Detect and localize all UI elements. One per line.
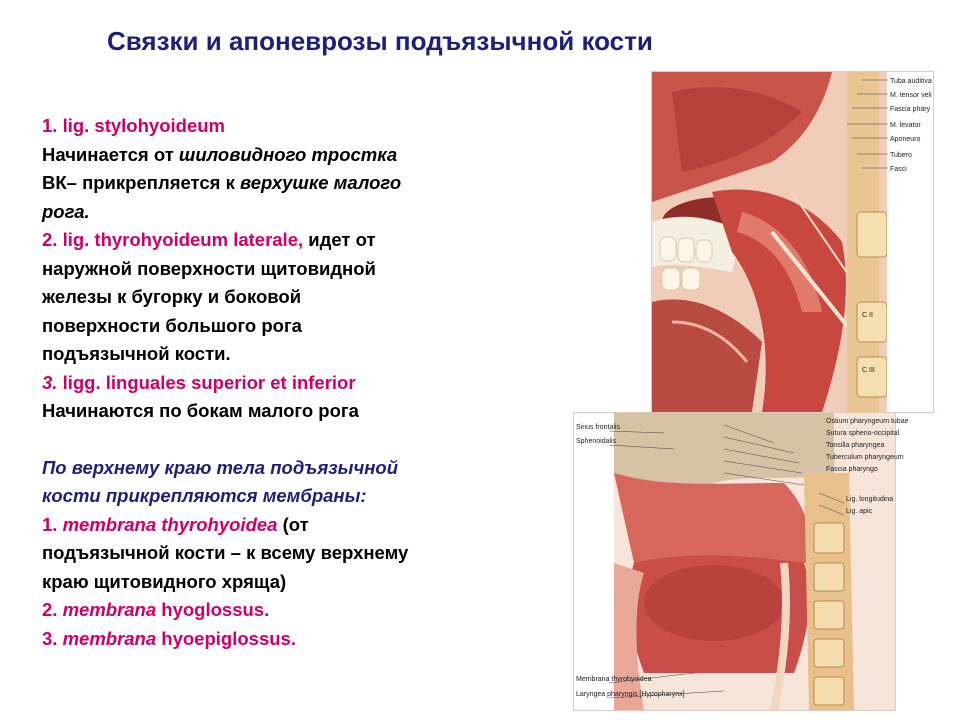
figure2-label: Tonsilla pharyngea xyxy=(826,442,885,449)
figure2-label: Lig. apic xyxy=(846,508,873,515)
figure2-label: Laryngea pharyngis [Hypopharynx] xyxy=(576,691,685,698)
text-line: По верхнему краю тела подъязычной xyxy=(42,456,399,478)
text-line: 1. lig. stylohyoideum xyxy=(42,115,225,136)
anatomy-illustration-sagittal xyxy=(573,412,909,711)
figure1-label: M. levator xyxy=(890,122,921,129)
figure1-label: M. tensor veli xyxy=(890,92,932,99)
text-line: подъязычной кости. xyxy=(42,343,231,364)
figure1-label: C III xyxy=(862,367,875,374)
page-title: Связки и апоневрозы подъязычной кости xyxy=(107,26,653,56)
figure2-label: Fascia pharyngo xyxy=(826,466,878,473)
figure1-label: C II xyxy=(862,312,873,319)
text-line: 2. membrana hyoglossus. xyxy=(42,599,270,620)
figure1-label: Tuba auditiva xyxy=(890,78,932,85)
figure1-label: Aponeuro xyxy=(890,136,921,143)
anatomy-illustration-lateral xyxy=(651,71,934,413)
text-line: 3. membrana hyoepiglossus. xyxy=(42,627,296,649)
text-line: рога. xyxy=(42,200,90,222)
text-line: Начинается от шиловидного тростка xyxy=(42,143,398,165)
figure2-label: Sutura spheno-occipital xyxy=(826,430,900,437)
text-line: поверхности большого рога xyxy=(42,314,302,336)
figure2-label: Membrana thyrohyoidea xyxy=(576,676,652,683)
figure2-label: Lig. longitudina xyxy=(846,496,894,503)
text-line: краю щитовидного хряща) xyxy=(42,570,287,592)
figure2-label: Ostium pharyngeum tubae xyxy=(826,418,909,425)
figure2-label: Tuberculum pharyngeum xyxy=(826,454,904,461)
text-line: ВК– прикрепляется к верхушке малого xyxy=(42,172,402,193)
figure2-label: Sphenoidalis xyxy=(576,438,617,445)
text-line: 2. lig. thyrohyoideum laterale, идет от xyxy=(42,229,376,250)
text-line: наружной поверхности щитовидной xyxy=(42,257,376,279)
text-line: железы к бугорку и боковой xyxy=(42,286,302,307)
text-line: 3. ligg. linguales superior et inferior xyxy=(42,371,356,393)
text-line: Начинаются по бокам малого рога xyxy=(42,400,359,421)
figure2-label: Sinus frontalis xyxy=(576,424,620,431)
text-line: подъязычной кости – к всему верхнему xyxy=(42,542,409,563)
text-line: кости прикрепляются мембраны: xyxy=(42,485,367,506)
figure1-label: Fascia phary xyxy=(890,106,931,113)
content-text xyxy=(42,112,542,653)
figure1-label: Tubero xyxy=(890,152,912,159)
text-line: 1. membrana thyrohyoidea (от xyxy=(42,513,309,535)
figure1-label: Fasci xyxy=(890,166,907,173)
